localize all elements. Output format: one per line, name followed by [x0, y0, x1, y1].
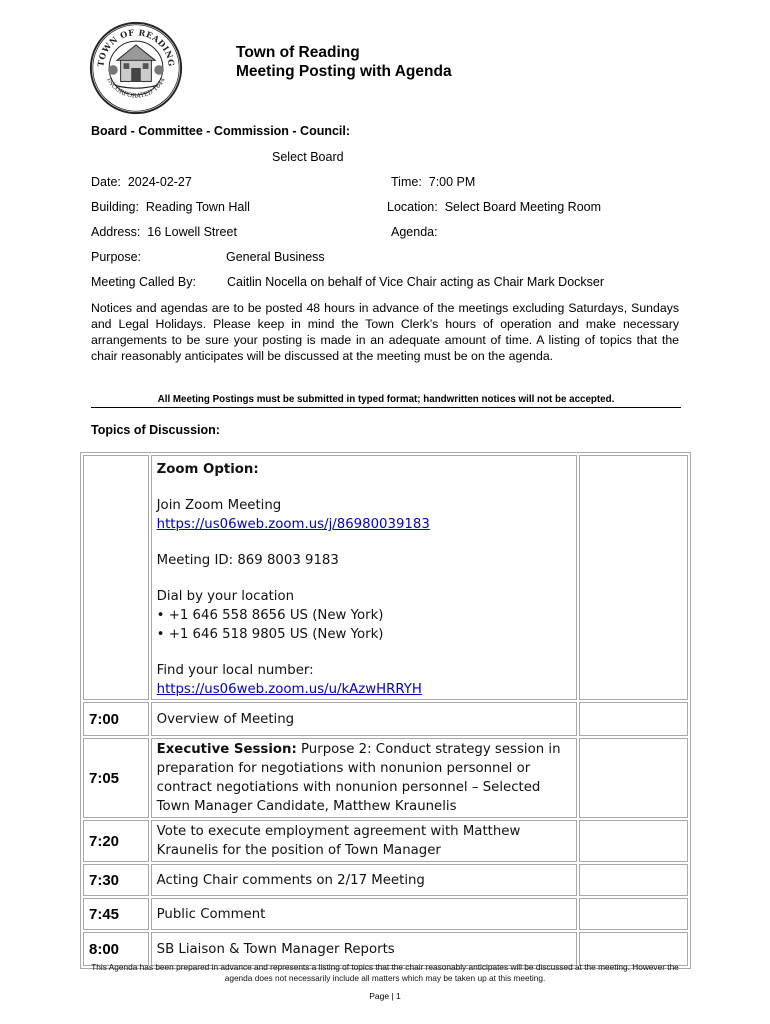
agenda-time: 7:05 — [83, 738, 149, 818]
agenda-topic — [151, 820, 577, 862]
zoom-meeting-id: Meeting ID: 869 8003 9183 — [156, 553, 339, 568]
document-title — [236, 43, 452, 81]
posting-notice: Notices and agendas are to be posted 48 hours in advance of the meetings excluding Saturdays, Sundays and Legal Holidays. Please keep in mind the Town Clerk’s hours of operation and make necessary arrangements to be sure your posting is made in an adequate amount of time. A listing of topics that the chair reasonably anticipates will be discussed at the meeting must be on the agenda. — [91, 301, 679, 363]
agenda-topic-text: Acting Chair comments on 2/17 Meeting — [156, 872, 425, 888]
zoom-find-link[interactable]: https://us06web.zoom.us/u/kAzwHRRYH — [156, 682, 422, 697]
agenda-notes-cell — [579, 864, 688, 896]
location-value: Select Board Meeting Room — [444, 200, 602, 214]
agenda-row — [83, 864, 688, 896]
agenda-topic — [151, 898, 577, 930]
agenda-time: 8:00 — [83, 932, 149, 966]
purpose-value: General Business — [226, 250, 325, 264]
building-field — [91, 200, 250, 214]
time-value: 7:00 PM — [428, 175, 476, 189]
agenda-time: 7:00 — [83, 702, 149, 736]
agenda-time: 7:45 — [83, 898, 149, 930]
agenda-row — [83, 932, 688, 966]
date-label: Date: — [91, 175, 121, 189]
purpose-label: Purpose: — [91, 250, 142, 264]
date-value: 2024-02-27 — [127, 175, 192, 189]
board-label: Board - Committee - Commission - Council: — [91, 124, 351, 138]
location-label: Location: — [387, 200, 438, 214]
zoom-join-link[interactable]: https://us06web.zoom.us/j/86980039183 — [156, 517, 430, 532]
agenda-topic — [151, 738, 577, 818]
zoom-join-label: Join Zoom Meeting — [156, 498, 282, 513]
zoom-dial-label: Dial by your location — [156, 589, 295, 604]
agenda-row — [83, 702, 688, 736]
zoom-notes-cell — [579, 455, 688, 700]
typed-format-warning: All Meeting Postings must be submitted in typed format; handwritten notices will not be accepted. — [91, 394, 681, 408]
agenda-notes-cell — [579, 932, 688, 966]
seal-text-bottom: INCORPORATED 1644 — [105, 76, 167, 100]
title-line-2: Meeting Posting with Agenda — [236, 63, 452, 80]
agenda-topic-text: SB Liaison & Town Manager Reports — [156, 941, 395, 957]
agenda-notes-cell — [579, 738, 688, 818]
agenda-topic — [151, 702, 577, 736]
zoom-dial-number-1: • +1 646 558 8656 US (New York) — [156, 608, 384, 623]
address-label: Address: — [91, 225, 141, 239]
time-field — [391, 175, 475, 189]
date-field — [91, 175, 192, 189]
address-field — [91, 225, 237, 239]
zoom-info-cell — [151, 455, 577, 700]
agenda-disclaimer: This Agenda has been prepared in advance and represents a listing of topics that the chair reasonably anticipates will be discussed at the meeting. However the agenda does not necessarily include all matters which may be taken up at this meeting. — [91, 962, 679, 983]
zoom-row — [83, 455, 688, 700]
zoom-heading: Zoom Option: — [156, 462, 259, 477]
board-value: Select Board — [272, 150, 344, 164]
agenda-notes-cell — [579, 898, 688, 930]
title-line-1: Town of Reading — [236, 44, 360, 61]
called-by-value: Caitlin Nocella on behalf of Vice Chair acting as Chair Mark Dockser — [227, 275, 605, 289]
agenda-row — [83, 738, 688, 818]
agenda-table — [80, 452, 691, 969]
address-value: 16 Lowell Street — [147, 225, 237, 239]
agenda-row — [83, 898, 688, 930]
agenda-time: 7:20 — [83, 820, 149, 862]
zoom-time-cell — [83, 455, 149, 700]
agenda-topic-bold: Executive Session: — [156, 742, 297, 757]
agenda-notes-cell — [579, 820, 688, 862]
agenda-row — [83, 820, 688, 862]
building-value: Reading Town Hall — [145, 200, 250, 214]
location-field — [387, 200, 601, 214]
time-label: Time: — [391, 175, 422, 189]
agenda-topic-text: Purpose 2: Conduct strategy session in preparation for negotiations with nonunion personnel or contract negotiations with nonunion personnel – Selected Town Manager Candidate, Matthew Kraunelis — [156, 742, 561, 814]
agenda-notes-cell — [579, 702, 688, 736]
zoom-find-label: Find your local number: — [156, 663, 314, 678]
town-seal-logo — [88, 20, 184, 116]
page-number: Page | 1 — [369, 991, 401, 1001]
agenda-time: 7:30 — [83, 864, 149, 896]
agenda-topic-text: Vote to execute employment agreement with Matthew Kraunelis for the position of Town Manager — [156, 824, 521, 858]
building-label: Building: — [91, 200, 139, 214]
called-by-label: Meeting Called By: — [91, 275, 196, 289]
agenda-label: Agenda: — [391, 225, 438, 239]
agenda-topic-text: Overview of Meeting — [156, 711, 295, 727]
agenda-topic — [151, 932, 577, 966]
agenda-topic — [151, 864, 577, 896]
agenda-topic-text: Public Comment — [156, 906, 266, 922]
seal-text-top: TOWN OF READING — [95, 27, 177, 68]
topics-heading: Topics of Discussion: — [91, 423, 220, 437]
zoom-dial-number-2: • +1 646 518 9805 US (New York) — [156, 627, 384, 642]
